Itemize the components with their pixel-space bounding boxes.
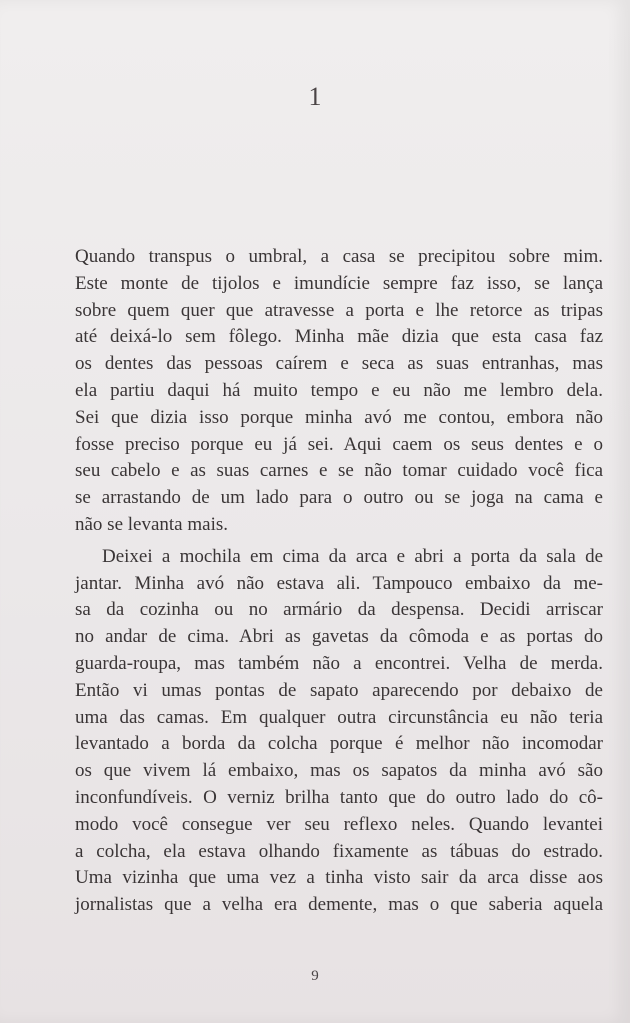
body-text <box>75 244 603 919</box>
text-line: no andar de cima. Abri as gavetas da cômoda e as portas do <box>75 626 603 648</box>
page-number: 9 <box>311 968 319 984</box>
text-line-last: não se levanta mais. <box>75 513 229 535</box>
text-line: sobre quem quer que atravesse a porta e lhe retorce as tripas <box>75 299 603 321</box>
text-line: guarda-roupa, mas também não a encontrei. Velha de merda. <box>75 652 603 674</box>
text-line: se arrastando de um lado para o outro ou se joga na cama e <box>75 487 603 509</box>
text-line: Uma vizinha que uma vez a tinha visto sair da arca disse aos <box>75 867 603 889</box>
text-line: até deixá-lo sem fôlego. Minha mãe dizia que esta casa faz <box>75 326 603 348</box>
text-line: os dentes das pessoas caírem e seca as suas entranhas, mas <box>75 353 603 375</box>
chapter-number: 1 <box>308 82 322 111</box>
text-line: Este monte de tijolos e imundície sempre faz isso, se lança <box>75 272 603 294</box>
text-line: jantar. Minha avó não estava ali. Tampouco embaixo da me- <box>75 572 603 594</box>
text-line: fosse preciso porque eu já sei. Aqui caem os seus dentes e o <box>75 433 603 455</box>
text-line: os que vivem lá embaixo, mas os sapatos da minha avó são <box>75 760 603 782</box>
paragraph-1 <box>75 244 603 539</box>
text-line-indented: Deixei a mochila em cima da arca e abri a porta da sala de <box>102 545 603 567</box>
text-line: Então vi umas pontas de sapato aparecendo por debaixo de <box>75 679 603 701</box>
text-line: uma das camas. Em qualquer outra circunstância eu não teria <box>75 706 603 728</box>
text-line: modo você consegue ver seu reflexo neles. Quando levantei <box>75 813 603 835</box>
text-line: jornalistas que a velha era demente, mas o que saberia aquela <box>75 894 603 916</box>
text-line: Quando transpus o umbral, a casa se precipitou sobre mim. <box>75 246 603 267</box>
text-line: Sei que dizia isso porque minha avó me contou, embora não <box>75 406 603 428</box>
paragraph-2 <box>75 544 603 919</box>
text-line: levantado a borda da colcha porque é melhor não incomodar <box>75 733 603 755</box>
text-line: sa da cozinha ou no armário da despensa. Decidi arriscar <box>75 599 603 621</box>
text-line: ela partiu daqui há muito tempo e eu não me lembro dela. <box>75 379 603 401</box>
text-line: seu cabelo e as suas carnes e se não tomar cuidado você fica <box>75 460 603 482</box>
text-line: a colcha, ela estava olhando fixamente as tábuas do estrado. <box>75 840 603 862</box>
text-line: inconfundíveis. O verniz brilha tanto que do outro lado do cô- <box>75 786 603 808</box>
